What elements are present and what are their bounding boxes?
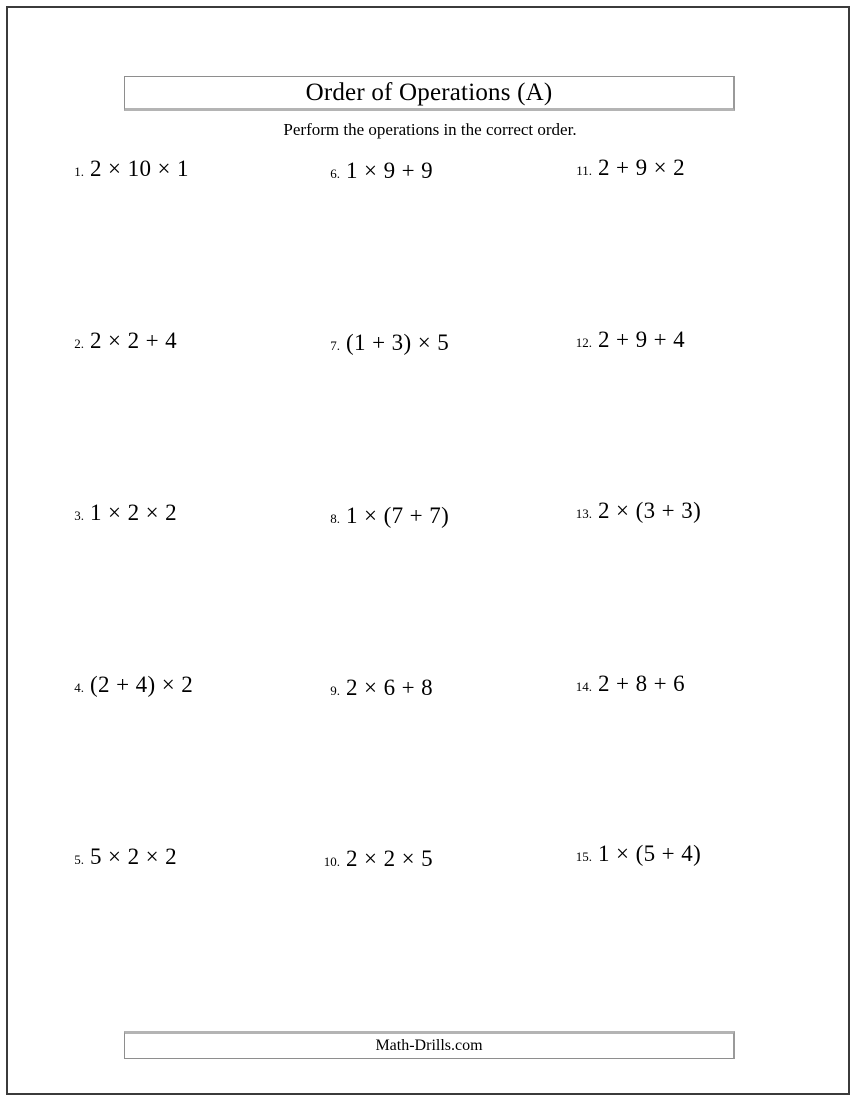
problem-expression: 1 × 9 + 9	[346, 158, 434, 183]
problem-expression: 2 + 9 × 2	[598, 155, 686, 180]
problem-expression: (1 + 3) × 5	[346, 330, 450, 355]
problem-expression: (2 + 4) × 2	[90, 672, 194, 697]
problem-number: 14.	[575, 679, 592, 694]
problem-number: 3.	[74, 508, 84, 523]
problem-number: 7.	[330, 338, 340, 353]
problem-item	[318, 846, 568, 872]
problem-expression: 2 × 2 + 4	[90, 328, 178, 353]
problem-item	[570, 498, 820, 524]
problem-column-3	[570, 150, 820, 910]
problem-number: 6.	[330, 166, 340, 181]
problem-item	[570, 671, 820, 697]
problem-expression: 2 + 8 + 6	[598, 671, 686, 696]
problem-number: 15.	[575, 849, 592, 864]
problem-item	[62, 672, 312, 698]
problem-item	[62, 844, 312, 870]
problem-expression: 1 × 2 × 2	[90, 500, 178, 525]
problem-item	[318, 158, 568, 184]
problem-expression: 2 + 9 + 4	[598, 327, 686, 352]
problem-number: 13.	[575, 506, 592, 521]
problem-item	[318, 330, 568, 356]
problem-expression: 5 × 2 × 2	[90, 844, 178, 869]
problem-expression: 1 × (5 + 4)	[598, 841, 702, 866]
problem-item	[62, 156, 312, 182]
problem-number: 10.	[323, 854, 340, 869]
problem-number: 4.	[74, 680, 84, 695]
problem-item	[62, 500, 312, 526]
problem-item	[570, 841, 820, 867]
footer-attribution: Math-Drills.com	[375, 1037, 483, 1054]
problem-number: 5.	[74, 852, 84, 867]
problem-item	[318, 675, 568, 701]
problem-number: 9.	[330, 683, 340, 698]
instructions-text: Perform the operations in the correct order.	[283, 120, 577, 139]
problem-number: 11.	[576, 163, 592, 178]
problem-item	[570, 155, 820, 181]
problem-number: 12.	[575, 335, 592, 350]
problem-column-1	[62, 150, 312, 910]
problem-expression: 2 × 2 × 5	[346, 846, 434, 871]
problem-expression: 2 × 6 + 8	[346, 675, 434, 700]
problem-expression: 2 × 10 × 1	[90, 156, 189, 181]
problem-expression: 1 × (7 + 7)	[346, 503, 450, 528]
problem-item	[318, 503, 568, 529]
problem-column-2	[318, 150, 568, 910]
problem-grid	[0, 150, 860, 910]
problem-item	[570, 327, 820, 353]
problem-item	[62, 328, 312, 354]
footer-banner	[124, 1031, 735, 1059]
worksheet-title-banner	[124, 76, 735, 111]
problem-number: 8.	[330, 511, 340, 526]
problem-number: 2.	[74, 336, 84, 351]
problem-expression: 2 × (3 + 3)	[598, 498, 702, 523]
problem-number: 1.	[74, 164, 84, 179]
page-title: Order of Operations (A)	[305, 79, 553, 106]
